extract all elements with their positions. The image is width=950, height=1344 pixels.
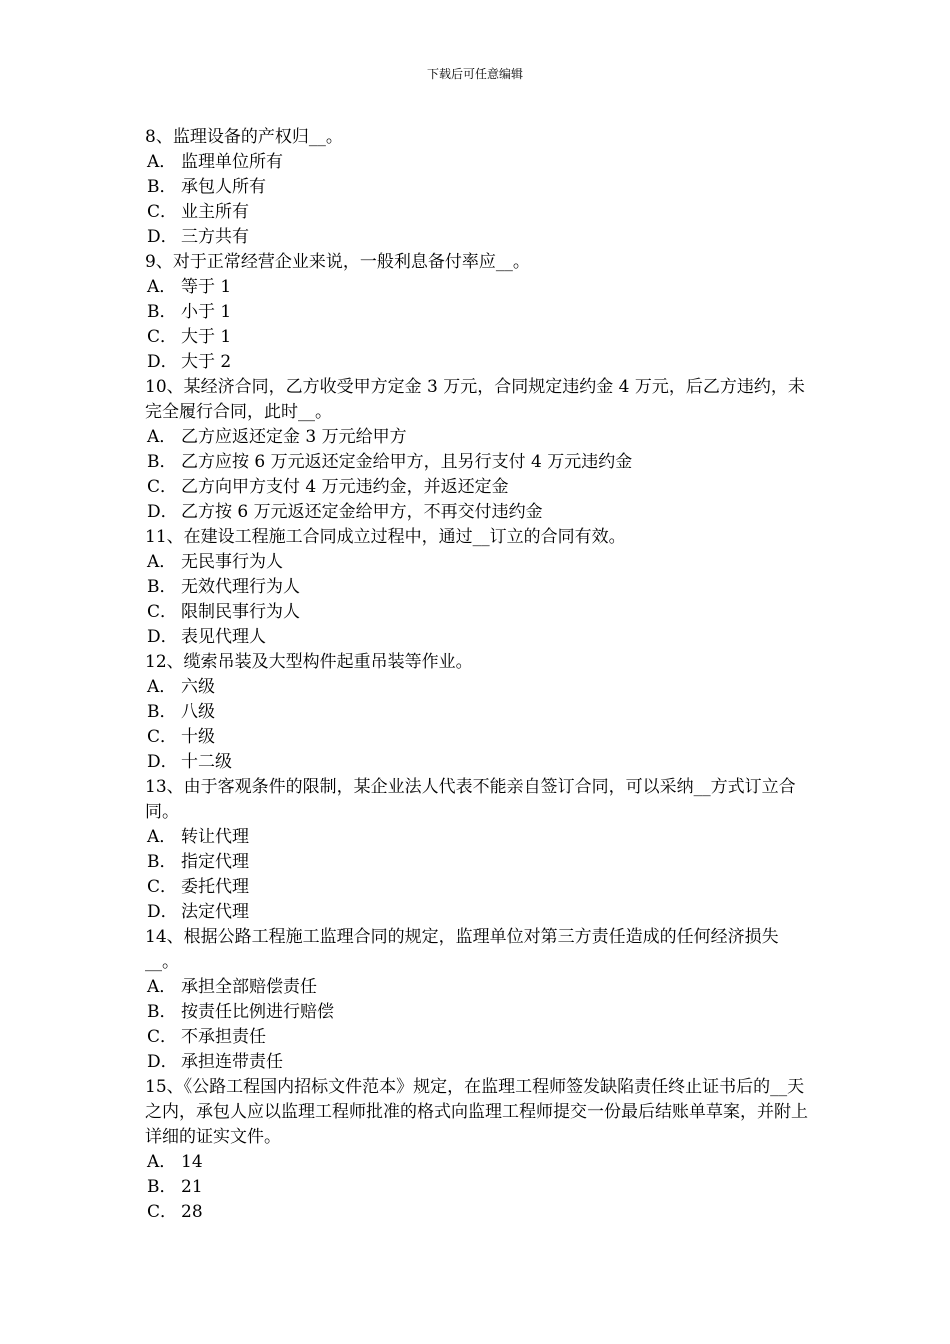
answer-option bbox=[145, 850, 810, 875]
option-text: 大于 2 bbox=[181, 352, 232, 372]
option-text: 承担全部赔偿责任 bbox=[181, 977, 317, 997]
option-text: 按责任比例进行赔偿 bbox=[181, 1002, 334, 1022]
question-block bbox=[145, 250, 810, 375]
option-letter: C． bbox=[147, 477, 178, 497]
question-text: 9、对于正常经营企业来说，一般利息备付率应__。 bbox=[145, 252, 530, 272]
answer-option bbox=[145, 675, 810, 700]
option-text: 转让代理 bbox=[181, 827, 249, 847]
option-letter: A． bbox=[147, 152, 177, 172]
option-letter: C． bbox=[147, 327, 178, 347]
answer-option bbox=[145, 975, 810, 1000]
question-block bbox=[145, 650, 810, 775]
option-text: 乙方向甲方支付 4 万元违约金，并返还定金 bbox=[181, 477, 509, 497]
option-letter: B． bbox=[147, 1177, 177, 1197]
answer-option bbox=[145, 1050, 810, 1075]
option-text: 监理单位所有 bbox=[181, 152, 283, 172]
option-letter: A． bbox=[147, 1152, 177, 1172]
option-letter: B． bbox=[147, 577, 177, 597]
option-letter: C． bbox=[147, 202, 178, 222]
option-letter: B． bbox=[147, 852, 177, 872]
answer-option bbox=[145, 575, 810, 600]
option-letter: B． bbox=[147, 702, 177, 722]
answer-option bbox=[145, 200, 810, 225]
option-letter: A． bbox=[147, 977, 177, 997]
answer-option bbox=[145, 1025, 810, 1050]
option-text: 表见代理人 bbox=[181, 627, 266, 647]
option-letter: C． bbox=[147, 877, 178, 897]
answer-option bbox=[145, 175, 810, 200]
answer-option bbox=[145, 500, 810, 525]
option-text: 指定代理 bbox=[181, 852, 249, 872]
option-text: 不承担责任 bbox=[181, 1027, 266, 1047]
answer-option bbox=[145, 425, 810, 450]
option-letter: C． bbox=[147, 602, 178, 622]
answer-option bbox=[145, 475, 810, 500]
option-letter: B． bbox=[147, 177, 177, 197]
option-text: 六级 bbox=[181, 677, 215, 697]
option-letter: D． bbox=[147, 227, 178, 247]
option-text: 乙方应按 6 万元返还定金给甲方，且另行支付 4 万元违约金 bbox=[181, 452, 633, 472]
answer-option bbox=[145, 900, 810, 925]
option-letter: D． bbox=[147, 1052, 178, 1072]
answer-option bbox=[145, 825, 810, 850]
option-letter: A． bbox=[147, 677, 177, 697]
answer-option bbox=[145, 625, 810, 650]
option-text: 八级 bbox=[181, 702, 215, 722]
question-block bbox=[145, 925, 810, 1075]
answer-option bbox=[145, 1150, 810, 1175]
option-text: 乙方应返还定金 3 万元给甲方 bbox=[181, 427, 407, 447]
question-text: 8、监理设备的产权归__。 bbox=[145, 127, 343, 147]
option-letter: D． bbox=[147, 352, 178, 372]
answer-option bbox=[145, 875, 810, 900]
option-text: 大于 1 bbox=[181, 327, 232, 347]
answer-option bbox=[145, 725, 810, 750]
answer-option bbox=[145, 350, 810, 375]
answer-option bbox=[145, 600, 810, 625]
page-header: 下载后可任意编辑 bbox=[426, 67, 523, 81]
answer-option bbox=[145, 700, 810, 725]
question-block bbox=[145, 1075, 810, 1225]
answer-option bbox=[145, 750, 810, 775]
question-text: 10、某经济合同，乙方收受甲方定金 3 万元，合同规定违约金 4 万元，后乙方违约，未完全履行合同，此时__。 bbox=[145, 377, 805, 422]
answer-option bbox=[145, 450, 810, 475]
option-letter: B． bbox=[147, 1002, 177, 1022]
option-text: 十级 bbox=[181, 727, 215, 747]
option-text: 无民事行为人 bbox=[181, 552, 283, 572]
answer-option bbox=[145, 1000, 810, 1025]
option-letter: A． bbox=[147, 552, 177, 572]
option-text: 小于 1 bbox=[181, 302, 232, 322]
question-text: 13、由于客观条件的限制，某企业法人代表不能亲自签订合同，可以采纳__方式订立合同。 bbox=[145, 777, 796, 822]
option-letter: D． bbox=[147, 902, 178, 922]
answer-option bbox=[145, 275, 810, 300]
option-text: 14 bbox=[181, 1152, 203, 1172]
option-text: 21 bbox=[181, 1177, 203, 1197]
option-letter: A． bbox=[147, 277, 177, 297]
option-text: 承包人所有 bbox=[181, 177, 266, 197]
option-text: 28 bbox=[181, 1202, 203, 1222]
answer-option bbox=[145, 150, 810, 175]
answer-option bbox=[145, 1175, 810, 1200]
answer-option bbox=[145, 325, 810, 350]
option-text: 委托代理 bbox=[181, 877, 249, 897]
option-letter: C． bbox=[147, 727, 178, 747]
question-text: 11、在建设工程施工合同成立过程中，通过__订立的合同有效。 bbox=[145, 527, 626, 547]
question-block bbox=[145, 775, 810, 925]
option-text: 等于 1 bbox=[181, 277, 232, 297]
option-text: 三方共有 bbox=[181, 227, 249, 247]
question-text: 12、缆索吊装及大型构件起重吊装等作业。 bbox=[145, 652, 473, 672]
option-letter: C． bbox=[147, 1202, 178, 1222]
question-block bbox=[145, 125, 810, 250]
question-text: 15、《公路工程国内招标文件范本》规定，在监理工程师签发缺陷责任终止证书后的__天之内，承包人应以监理工程师批准的格式向监理工程师提交一份最后结账单草案，并附上详细的证实文件。 bbox=[145, 1077, 808, 1147]
question-block bbox=[145, 375, 810, 525]
option-text: 乙方按 6 万元返还定金给甲方，不再交付违约金 bbox=[181, 502, 543, 522]
answer-option bbox=[145, 550, 810, 575]
option-letter: A． bbox=[147, 827, 177, 847]
option-text: 十二级 bbox=[181, 752, 232, 772]
option-letter: D． bbox=[147, 502, 178, 522]
option-text: 承担连带责任 bbox=[181, 1052, 283, 1072]
answer-option bbox=[145, 1200, 810, 1225]
option-text: 法定代理 bbox=[181, 902, 249, 922]
option-letter: D． bbox=[147, 627, 178, 647]
question-list bbox=[145, 125, 810, 1225]
option-text: 无效代理行为人 bbox=[181, 577, 300, 597]
answer-option bbox=[145, 225, 810, 250]
option-text: 限制民事行为人 bbox=[181, 602, 300, 622]
option-text: 业主所有 bbox=[181, 202, 249, 222]
option-letter: D． bbox=[147, 752, 178, 772]
question-block bbox=[145, 525, 810, 650]
option-letter: A． bbox=[147, 427, 177, 447]
question-text: 14、根据公路工程施工监理合同的规定，监理单位对第三方责任造成的任何经济损失__。 bbox=[145, 927, 779, 972]
option-letter: B． bbox=[147, 302, 177, 322]
answer-option bbox=[145, 300, 810, 325]
option-letter: B． bbox=[147, 452, 177, 472]
option-letter: C． bbox=[147, 1027, 178, 1047]
